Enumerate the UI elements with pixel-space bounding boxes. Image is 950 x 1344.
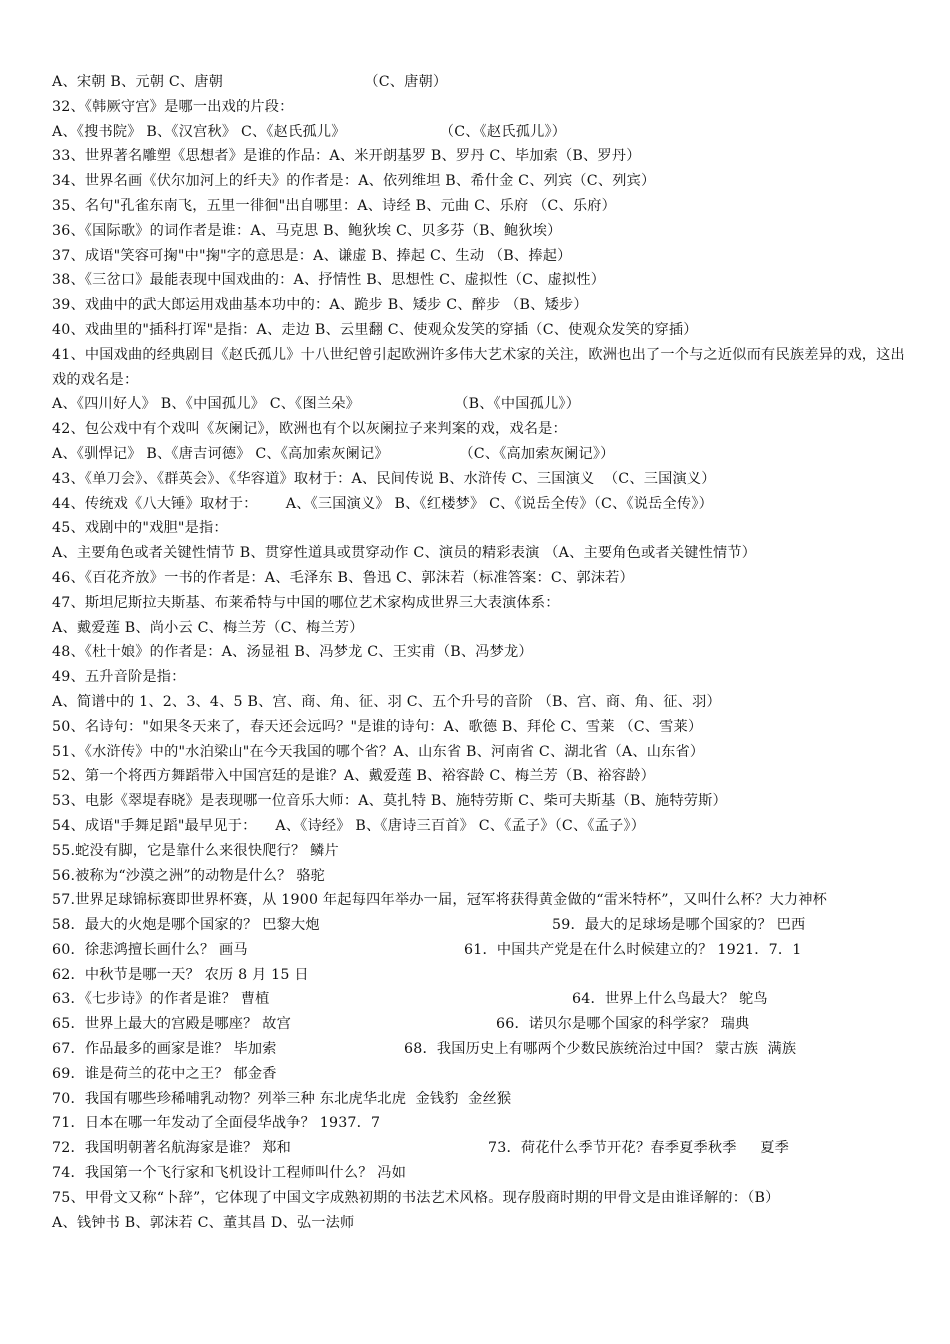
text-line: 52、第一个将西方舞蹈带入中国宫廷的是谁？A、戴爱莲 B、裕容龄 C、梅兰芳（B、裕容龄） <box>52 768 655 785</box>
qa-right: 61．中国共产党是在什么时候建立的？ 1921．7．1 <box>464 941 802 958</box>
text-line: 48、《杜十娘》的作者是：A、汤显祖 B、冯梦龙 C、王实甫（B、冯梦龙） <box>52 644 533 661</box>
text-line: 50、名诗句："如果冬天来了，春天还会远吗？"是谁的诗句：A、歌德 B、拜伦 C、雪莱 （C、雪莱） <box>52 718 703 735</box>
qa-right: 73．荷花什么季节开花？春季夏季秋季 夏季 <box>488 1140 789 1157</box>
text-line: 37、成语"笑容可掬"中"掬"字的意思是：A、谦虚 B、捧起 C、生动 （B、捧起） <box>52 247 572 264</box>
text-line: 55.蛇没有脚，它是靠什么来很快爬行？ 鳞片 <box>52 842 339 859</box>
qa-left: 62．中秋节是哪一天？ 农历 8 月 15 日 <box>52 966 309 983</box>
qa-row <box>52 987 908 1012</box>
text-line: 33、世界著名雕塑《思想者》是谁的作品：A、米开朗基罗 B、罗丹 C、毕加索（B、罗丹） <box>52 148 641 165</box>
qa-right: 64．世界上什么鸟最大？ 鸵鸟 <box>572 991 768 1008</box>
qa-left: 63．《七步诗》的作者是谁？ 曹植 <box>52 991 270 1008</box>
text-line: 56.被称为“沙漠之洲”的动物是什么？ 骆驼 <box>52 867 325 884</box>
qa-left: 67．作品最多的画家是谁？ 毕加索 <box>52 1041 277 1058</box>
qa-right: 59．最大的足球场是哪个国家的？ 巴西 <box>552 917 806 934</box>
qa-left: 72．我国明朝著名航海家是谁？ 郑和 <box>52 1140 291 1157</box>
text-line: 51、《水浒传》中的"水泊梁山"在今天我国的哪个省？A、山东省 B、河南省 C、湖北省（A、山东省） <box>52 743 705 760</box>
qa-row <box>52 913 908 938</box>
text-line: A、主要角色或者关键性情节 B、贯穿性道具或贯穿动作 C、演员的精彩表演 （A、主要角色或者关键性情节） <box>52 545 757 562</box>
text-line: 43、《单刀会》、《群英会》、《华容道》取材于：A、民间传说 B、水浒传 C、三国演义 （C、三国演义） <box>52 470 716 487</box>
text-line: 35、名句"孔雀东南飞，五里一徘徊"出自哪里：A、诗经 B、元曲 C、乐府 （C、乐府） <box>52 197 617 214</box>
text-line: 44、传统戏《八大锤》取材于： A、《三国演义》 B、《红楼梦》 C、《说岳全传》（C、《说岳全传》） <box>52 495 713 512</box>
qa-left: 74．我国第一个飞行家和飞机设计工程师叫什么？ 冯如 <box>52 1165 407 1182</box>
text-line: 32、《韩厥守宫》是哪一出戏的片段： <box>52 98 294 115</box>
qa-left: 69．谁是荷兰的花中之王？ 郁金香 <box>52 1065 277 1082</box>
qa-row <box>52 938 908 963</box>
text-line: A、简谱中的 1、2、3、4、5 B、宫、商、角、征、羽 C、五个升号的音阶 （B、宫、商、角、征、羽） <box>52 693 721 710</box>
qa-left: 60．徐悲鸿擅长画什么？ 画马 <box>52 941 248 958</box>
qa-row <box>52 1062 908 1087</box>
text-line: 40、戏曲里的"插科打诨"是指：A、走边 B、云里翻 C、使观众发笑的穿插（C、使观众发笑的穿插） <box>52 321 698 338</box>
text-paragraph: 57.世界足球锦标赛即世界杯赛，从 1900 年起每四年举办一届，冠军将获得黄金做的“雷米特杯”，又叫什么杯？大力神杯 <box>52 892 827 909</box>
text-line: A、宋朝 B、元朝 C、唐朝 （C、唐朝） <box>52 74 448 90</box>
text-line: 34、世界名画《伏尔加河上的纤夫》的作者是：A、依列维坦 B、希什金 C、列宾（C、列宾） <box>52 173 656 190</box>
text-line: 47、斯坦尼斯拉夫斯基、布莱希特与中国的哪位艺术家构成世界三大表演体系： <box>52 594 560 611</box>
text-line: A、《驯悍记》 B、《唐吉诃德》 C、《高加索灰阑记》 （C、《高加索灰阑记》） <box>52 445 615 462</box>
text-line: A、《四川好人》 B、《中国孤儿》 C、《图兰朵》 （B、《中国孤儿》） <box>52 396 581 413</box>
qa-left: 58．最大的火炮是哪个国家的？ 巴黎大炮 <box>52 917 320 934</box>
document-body <box>52 70 908 1235</box>
qa-left: 71．日本在哪一年发动了全面侵华战争？ 1937．7 <box>52 1115 381 1132</box>
text-line: 39、戏曲中的武大郎运用戏曲基本功中的：A、跪步 B、矮步 C、醉步 （B、矮步） <box>52 297 588 314</box>
text-paragraph: 41、中国戏曲的经典剧目《赵氏孤儿》十八世纪曾引起欧洲许多伟大艺术家的关注，欧洲也出了一个与之近似而有民族差异的戏，这出戏的戏名是： <box>52 346 905 388</box>
text-line: A、钱钟书 B、郭沫若 C、董其昌 D、弘一法师 <box>52 1214 355 1231</box>
qa-row <box>52 1012 908 1037</box>
text-line: 53、电影《翠堤春晓》是表现哪一位音乐大师：A、莫扎特 B、施特劳斯 C、柴可夫斯基（B、施特劳斯） <box>52 793 727 810</box>
text-line: A、戴爱莲 B、尚小云 C、梅兰芳（C、梅兰芳） <box>52 619 364 636</box>
qa-row <box>52 963 908 988</box>
text-paragraph: 75、甲骨文又称“卜辞”，它体现了中国文字成熟初期的书法艺术风格。现存殷商时期的甲骨文是由谁译解的：（B） <box>52 1189 780 1206</box>
qa-row <box>52 1111 908 1136</box>
text-line: 42、包公戏中有个戏叫《灰阑记》，欧洲也有个以灰阑拉子来判案的戏，戏名是： <box>52 421 567 438</box>
text-line: 36、《国际歌》的词作者是谁：A、马克思 B、鲍狄埃 C、贝多芬（B、鲍狄埃） <box>52 222 562 239</box>
text-line: 38、《三岔口》最能表现中国戏曲的：A、抒情性 B、思想性 C、虚拟性（C、虚拟性） <box>52 272 606 289</box>
qa-row <box>52 1136 908 1161</box>
qa-row <box>52 1161 908 1186</box>
qa-row <box>52 1087 908 1112</box>
text-line: 45、戏剧中的"戏胆"是指： <box>52 520 228 537</box>
text-line: A、《搜书院》 B、《汉宫秋》 C、《赵氏孤儿》 （C、《赵氏孤儿》） <box>52 123 567 140</box>
qa-left: 65．世界上最大的宫殿是哪座？ 故宫 <box>52 1016 291 1033</box>
text-line: 54、成语"手舞足蹈"最早见于： A、《诗经》 B、《唐诗三百首》 C、《孟子》（C、《孟子》） <box>52 817 646 834</box>
qa-left: 70．我国有哪些珍稀哺乳动物？列举三种 东北虎华北虎 金钱豹 金丝猴 <box>52 1090 512 1107</box>
qa-right: 66．诺贝尔是哪个国家的科学家？ 瑞典 <box>496 1016 750 1033</box>
qa-row <box>52 1037 908 1062</box>
text-line: 46、《百花齐放》一书的作者是：A、毛泽东 B、鲁迅 C、郭沫若（标准答案：C、郭沫若） <box>52 569 634 586</box>
qa-right: 68．我国历史上有哪两个少数民族统治过中国？ 蒙古族 满族 <box>404 1041 797 1058</box>
text-line: 49、五升音阶是指： <box>52 669 186 686</box>
